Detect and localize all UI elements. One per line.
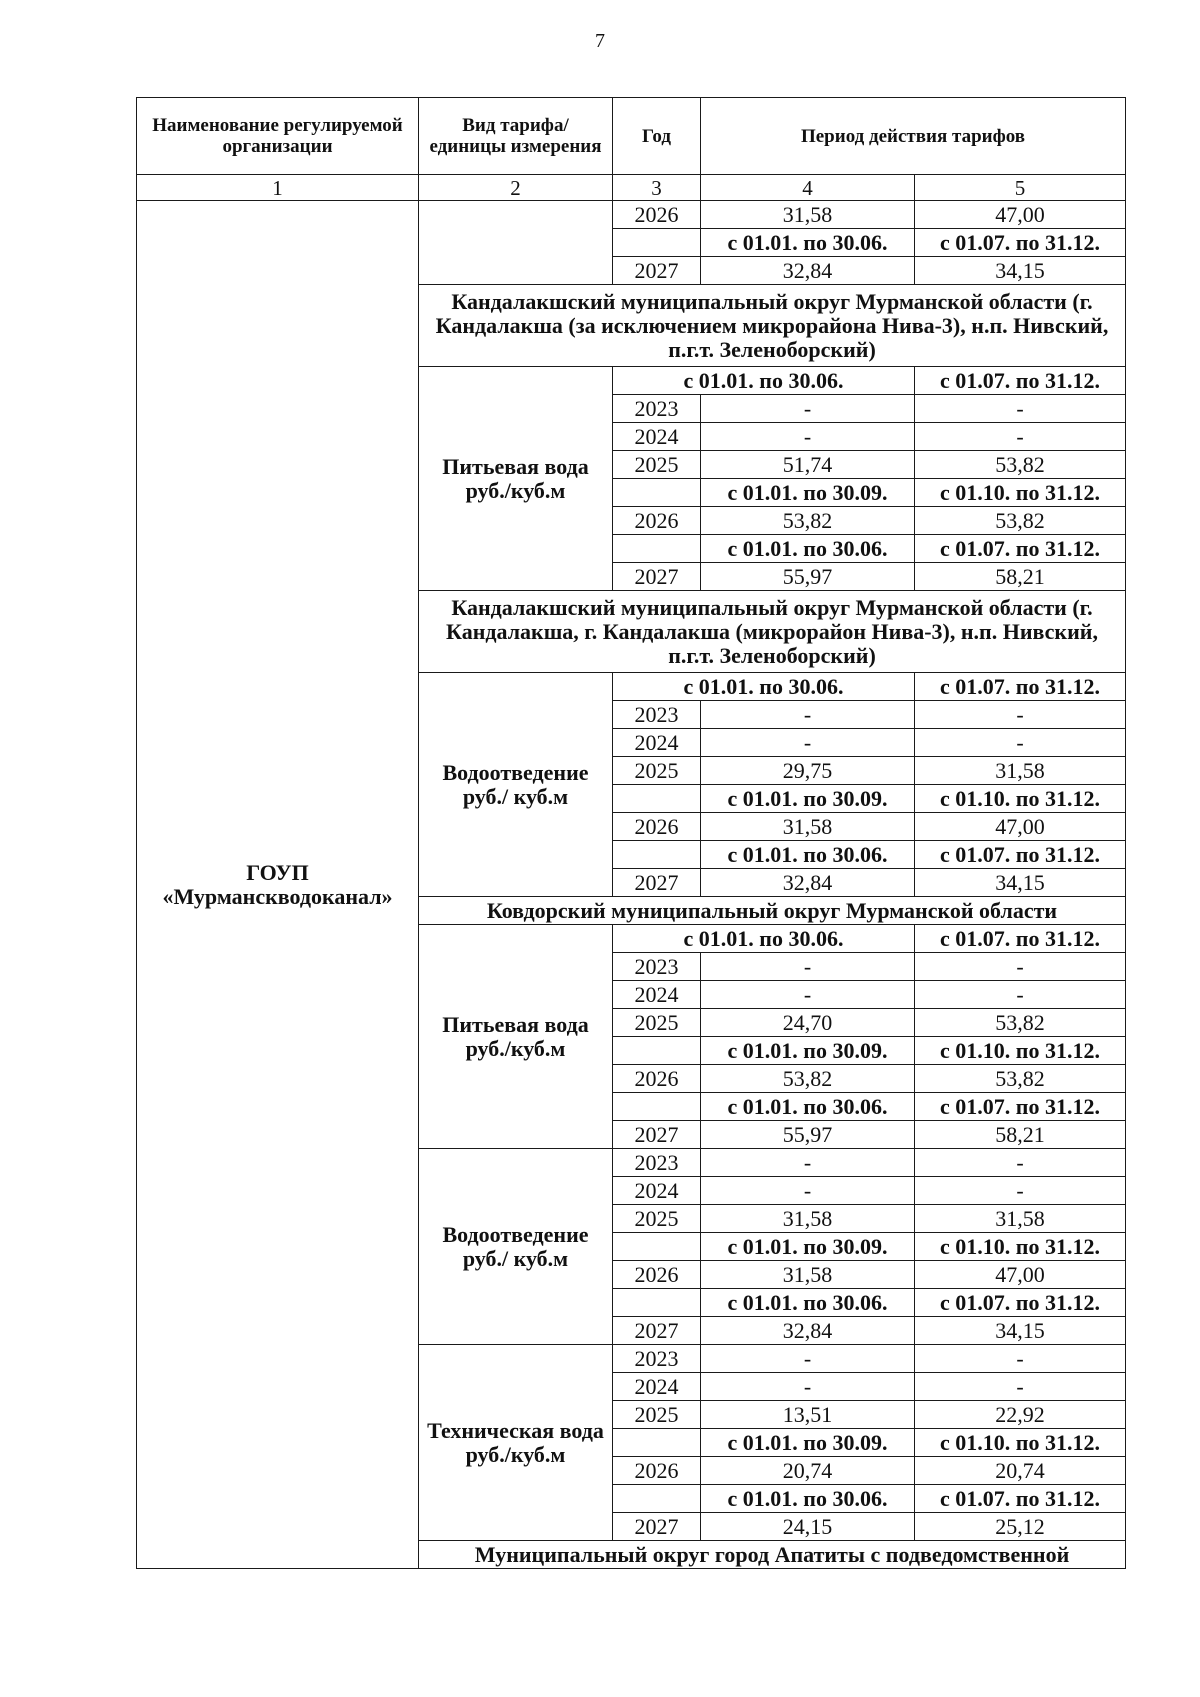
- period-label: с 01.10. по 31.12.: [915, 1037, 1126, 1065]
- region-heading: Ковдорский муниципальный округ Мурманской области: [419, 897, 1126, 925]
- tariff-value: 53,82: [701, 1065, 915, 1093]
- tariff-value: 13,51: [701, 1401, 915, 1429]
- tariff-value: -: [701, 1345, 915, 1373]
- tariff-value: -: [701, 729, 915, 757]
- tariff-value: 53,82: [915, 1009, 1126, 1037]
- period-label: с 01.01. по 30.06.: [701, 1093, 915, 1121]
- year-cell: 2023: [613, 1149, 701, 1177]
- tariff-value: 53,82: [701, 507, 915, 535]
- tariff-kind: Водоотведение руб./ куб.м: [419, 1149, 613, 1345]
- page-number: 7: [595, 30, 605, 52]
- period-label: с 01.07. по 31.12.: [915, 1093, 1126, 1121]
- year-cell: [613, 785, 701, 813]
- period-label: с 01.01. по 30.06.: [613, 925, 915, 953]
- year-cell: 2027: [613, 257, 701, 285]
- tariff-value: 34,15: [915, 1317, 1126, 1345]
- year-cell: 2026: [613, 1457, 701, 1485]
- tariff-value: 32,84: [701, 257, 915, 285]
- year-cell: 2025: [613, 1205, 701, 1233]
- tariff-value: 55,97: [701, 1121, 915, 1149]
- tariff-value: 32,84: [701, 869, 915, 897]
- tariff-value: -: [915, 1373, 1126, 1401]
- column-numbers-row: [137, 175, 1126, 201]
- year-cell: 2024: [613, 981, 701, 1009]
- tariff-value: -: [701, 1149, 915, 1177]
- tariff-value: 20,74: [701, 1457, 915, 1485]
- organization-name: ГОУП «Мурманскводоканал»: [137, 201, 419, 1569]
- region-heading: Муниципальный округ город Апатиты с подведомственной: [419, 1541, 1126, 1569]
- tariff-value: 31,58: [915, 1205, 1126, 1233]
- period-label: с 01.07. по 31.12.: [915, 841, 1126, 869]
- tariff-value: -: [915, 1149, 1126, 1177]
- tariff-value: 47,00: [915, 201, 1126, 229]
- tariff-kind-empty: [419, 201, 613, 285]
- period-label: с 01.01. по 30.06.: [701, 535, 915, 563]
- year-cell: [613, 1093, 701, 1121]
- tariff-kind: Техническая вода руб./куб.м: [419, 1345, 613, 1541]
- tariff-value: 34,15: [915, 257, 1126, 285]
- year-cell: 2025: [613, 757, 701, 785]
- tariff-value: 24,70: [701, 1009, 915, 1037]
- year-cell: [613, 1429, 701, 1457]
- tariff-value: 20,74: [915, 1457, 1126, 1485]
- tariff-value: 31,58: [701, 1261, 915, 1289]
- tariff-value: 53,82: [915, 1065, 1126, 1093]
- year-cell: [613, 479, 701, 507]
- tariff-value: -: [701, 981, 915, 1009]
- period-label: с 01.10. по 31.12.: [915, 785, 1126, 813]
- tariff-value: 34,15: [915, 869, 1126, 897]
- tariff-value: 31,58: [915, 757, 1126, 785]
- year-cell: 2027: [613, 869, 701, 897]
- year-cell: 2027: [613, 1121, 701, 1149]
- tariff-value: -: [915, 953, 1126, 981]
- year-cell: 2024: [613, 1177, 701, 1205]
- period-label: с 01.01. по 30.09.: [701, 785, 915, 813]
- tariff-value: -: [701, 701, 915, 729]
- tariff-value: 31,58: [701, 201, 915, 229]
- year-cell: 2023: [613, 1345, 701, 1373]
- period-label: с 01.10. по 31.12.: [915, 1429, 1126, 1457]
- tariff-value: 29,75: [701, 757, 915, 785]
- tariff-value: 22,92: [915, 1401, 1126, 1429]
- year-cell: 2023: [613, 395, 701, 423]
- period-label: с 01.01. по 30.06.: [701, 841, 915, 869]
- tariff-value: -: [701, 423, 915, 451]
- year-cell: 2024: [613, 729, 701, 757]
- year-cell: 2023: [613, 953, 701, 981]
- tariff-table: [136, 97, 1126, 1569]
- year-cell: 2025: [613, 1009, 701, 1037]
- region-heading: Кандалакшский муниципальный округ Мурманской области (г. Кандалакша (за исключением микрорайона Нива-3), н.п. Нивский, п.г.т. Зеленоборский): [419, 285, 1126, 367]
- header-org: Наименование регулируемой организации: [137, 98, 419, 175]
- period-label: с 01.01. по 30.09.: [701, 1233, 915, 1261]
- year-cell: [613, 841, 701, 869]
- tariff-value: -: [915, 981, 1126, 1009]
- tariff-value: 58,21: [915, 1121, 1126, 1149]
- header-year: Год: [613, 98, 701, 175]
- period-label: с 01.07. по 31.12.: [915, 673, 1126, 701]
- period-label: с 01.07. по 31.12.: [915, 1485, 1126, 1513]
- year-cell: 2023: [613, 701, 701, 729]
- tariff-value: -: [915, 423, 1126, 451]
- tariff-value: -: [915, 729, 1126, 757]
- period-label: с 01.07. по 31.12.: [915, 925, 1126, 953]
- year-cell: [613, 1233, 701, 1261]
- tariff-value: 32,84: [701, 1317, 915, 1345]
- year-cell: 2027: [613, 1513, 701, 1541]
- year-cell: 2026: [613, 201, 701, 229]
- period-label: с 01.07. по 31.12.: [915, 1289, 1126, 1317]
- year-cell: 2027: [613, 1317, 701, 1345]
- tariff-value: -: [701, 395, 915, 423]
- year-cell: 2026: [613, 1261, 701, 1289]
- tariff-value: 55,97: [701, 563, 915, 591]
- period-label: с 01.01. по 30.09.: [701, 1037, 915, 1065]
- period-label: с 01.01. по 30.06.: [701, 1289, 915, 1317]
- period-label: с 01.01. по 30.09.: [701, 479, 915, 507]
- header-period: Период действия тарифов: [701, 98, 1126, 175]
- tariff-value: -: [915, 395, 1126, 423]
- period-label: с 01.10. по 31.12.: [915, 1233, 1126, 1261]
- header-row: [137, 98, 1126, 175]
- year-cell: [613, 1289, 701, 1317]
- tariff-value: 31,58: [701, 813, 915, 841]
- column-number: 5: [915, 175, 1126, 201]
- column-number: 4: [701, 175, 915, 201]
- period-label: с 01.10. по 31.12.: [915, 479, 1126, 507]
- region-heading: Кандалакшский муниципальный округ Мурманской области (г. Кандалакша, г. Кандалакша (микрорайон Нива-3), н.п. Нивский, п.г.т. Зеленоборский): [419, 591, 1126, 673]
- tariff-value: -: [915, 1345, 1126, 1373]
- period-label: с 01.01. по 30.09.: [701, 1429, 915, 1457]
- tariff-value: 53,82: [915, 507, 1126, 535]
- tariff-value: -: [915, 701, 1126, 729]
- tariff-value: 47,00: [915, 1261, 1126, 1289]
- year-cell: 2024: [613, 423, 701, 451]
- year-cell: [613, 535, 701, 563]
- period-label: с 01.07. по 31.12.: [915, 367, 1126, 395]
- tariff-kind: Питьевая вода руб./куб.м: [419, 925, 613, 1149]
- column-number: 3: [613, 175, 701, 201]
- table-row: [137, 201, 1126, 229]
- period-label: с 01.01. по 30.06.: [701, 1485, 915, 1513]
- tariff-value: -: [701, 1373, 915, 1401]
- tariff-value: -: [915, 1177, 1126, 1205]
- period-label: с 01.01. по 30.06.: [613, 367, 915, 395]
- tariff-value: 53,82: [915, 451, 1126, 479]
- column-number: 2: [419, 175, 613, 201]
- column-number: 1: [137, 175, 419, 201]
- tariff-value: -: [701, 953, 915, 981]
- tariff-value: 47,00: [915, 813, 1126, 841]
- header-kind: Вид тарифа/ единицы измерения: [419, 98, 613, 175]
- tariff-value: 24,15: [701, 1513, 915, 1541]
- year-cell: [613, 1037, 701, 1065]
- tariff-value: 25,12: [915, 1513, 1126, 1541]
- period-label: с 01.01. по 30.06.: [701, 229, 915, 257]
- year-cell: 2027: [613, 563, 701, 591]
- period-label: с 01.07. по 31.12.: [915, 229, 1126, 257]
- year-cell: 2025: [613, 1401, 701, 1429]
- year-cell: [613, 229, 701, 257]
- tariff-kind: Водоотведение руб./ куб.м: [419, 673, 613, 897]
- year-cell: 2026: [613, 507, 701, 535]
- year-cell: 2024: [613, 1373, 701, 1401]
- year-cell: [613, 1485, 701, 1513]
- year-cell: 2026: [613, 1065, 701, 1093]
- period-label: с 01.07. по 31.12.: [915, 535, 1126, 563]
- period-label: с 01.01. по 30.06.: [613, 673, 915, 701]
- tariff-kind: Питьевая вода руб./куб.м: [419, 367, 613, 591]
- tariff-value: 51,74: [701, 451, 915, 479]
- year-cell: 2025: [613, 451, 701, 479]
- tariff-value: 58,21: [915, 563, 1126, 591]
- tariff-value: -: [701, 1177, 915, 1205]
- tariff-value: 31,58: [701, 1205, 915, 1233]
- year-cell: 2026: [613, 813, 701, 841]
